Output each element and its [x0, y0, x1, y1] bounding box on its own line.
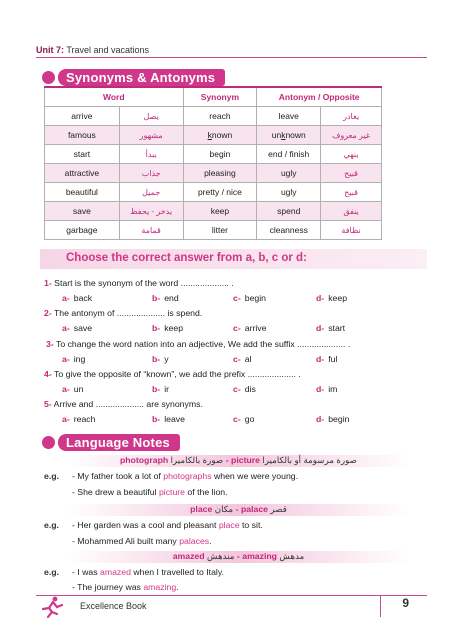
option-a[interactable] [62, 384, 83, 394]
option-text: go [244, 414, 255, 424]
antonym-prefix: un [271, 130, 282, 140]
option-letter: c- [233, 323, 241, 333]
unit-title: Travel and vacations [64, 45, 150, 55]
word-ar-cell: مشهور [119, 126, 183, 145]
word-cell: beautiful [45, 183, 120, 202]
word-1-ar: مكان [214, 504, 234, 514]
question-number: 3- [46, 339, 54, 349]
unit-header [36, 45, 149, 55]
option-letter: a- [62, 354, 70, 364]
question-number: 2- [44, 308, 52, 318]
option-letter: b- [152, 323, 161, 333]
word-cell: save [45, 202, 120, 221]
option-letter: a- [62, 293, 70, 303]
option-c[interactable] [233, 354, 252, 364]
word-ar-cell: جميل [119, 183, 183, 202]
option-letter: c- [233, 293, 241, 303]
question-text: Arrive and .................... are synonyms. [51, 399, 203, 409]
option-text: reach [73, 414, 96, 424]
question-text: Start is the synonym of the word .................... . [51, 278, 234, 288]
heading-bullet [42, 436, 55, 449]
language-notes-heading [58, 434, 180, 451]
header-divider [36, 57, 427, 58]
word-1: amazed [172, 551, 205, 561]
word-2-ar: مدهش [279, 551, 305, 561]
option-b[interactable] [152, 414, 185, 424]
antonym-ar-cell: يغادر [321, 107, 382, 126]
antonym-cell: spend [257, 202, 321, 221]
synonym-cell: litter [183, 221, 257, 240]
option-text: begin [244, 293, 266, 303]
example-highlight: photographs [163, 471, 212, 481]
table-row [45, 221, 382, 240]
word-2: picture [231, 455, 260, 465]
table-row [45, 183, 382, 202]
table-row [45, 107, 382, 126]
example-sentence [72, 487, 228, 497]
option-text: arrive [244, 323, 267, 333]
word-pair-line [68, 455, 409, 466]
option-text: keep [164, 323, 184, 333]
example-text: of the lion. [185, 487, 228, 497]
example-text: when I travelled to Italy. [130, 567, 224, 577]
option-text: back [73, 293, 93, 303]
question-number: 1- [44, 278, 52, 288]
example-sentence [72, 582, 179, 592]
table-row [45, 126, 382, 145]
col-antonym: Antonym / Opposite [257, 87, 382, 107]
option-text: ing [73, 354, 86, 364]
option-a[interactable] [62, 293, 92, 303]
runner-icon [40, 596, 66, 618]
example-text: . [176, 582, 179, 592]
option-letter: b- [152, 384, 161, 394]
word-separator: - [233, 504, 241, 514]
example-text: . [209, 536, 212, 546]
option-text: un [73, 384, 84, 394]
example-sentence [72, 520, 263, 530]
option-letter: d- [316, 323, 325, 333]
word-ar-cell: يصل [119, 107, 183, 126]
word-ar-cell: يدخر - يحفظ [119, 202, 183, 221]
book-title: Excellence Book [80, 601, 147, 611]
table-row [45, 202, 382, 221]
word-band [68, 504, 409, 516]
synonym-cell: keep [183, 202, 257, 221]
antonym-ar-cell: قبيح [321, 183, 382, 202]
quiz-instruction: Choose the correct answer from a, b, c or d: [66, 252, 307, 264]
language-notes-heading-text: Language Notes [66, 435, 170, 450]
antonym-cell: end / finish [257, 145, 321, 164]
word-2: amazing [242, 551, 277, 561]
option-letter: d- [316, 354, 325, 364]
option-letter: d- [316, 384, 325, 394]
word-1: photograph [119, 455, 169, 465]
unit-label: Unit 7: [36, 45, 64, 55]
question-number: 5- [44, 399, 52, 409]
option-d[interactable] [316, 293, 347, 303]
question-1 [44, 278, 234, 288]
example-text: when we were young. [211, 471, 299, 481]
word-cell: famous [45, 126, 120, 145]
option-text: ful [328, 354, 338, 364]
option-letter: c- [233, 354, 241, 364]
option-text: y [164, 354, 169, 364]
option-text: begin [328, 414, 350, 424]
option-text: ir [164, 384, 170, 394]
option-letter: d- [316, 414, 325, 424]
option-text: al [244, 354, 252, 364]
option-text: leave [164, 414, 185, 424]
eg-label: e.g. [44, 471, 59, 481]
word-cell: start [45, 145, 120, 164]
example-highlight: picture [158, 487, 186, 497]
antonym-cell: leave [257, 107, 321, 126]
example-text: - Her garden was a cool and pleasant [72, 520, 219, 530]
example-text: - Mohammed Ali built many [72, 536, 180, 546]
question-2 [44, 308, 202, 318]
synonym-cell: pleasing [183, 164, 257, 183]
example-highlight: amazing [143, 582, 177, 592]
example-text: - I was [72, 567, 100, 577]
word-separator: - [234, 551, 243, 561]
word-pair-line [68, 551, 409, 562]
option-text: dis [244, 384, 256, 394]
option-letter: b- [152, 293, 161, 303]
option-c[interactable] [233, 384, 256, 394]
synonyms-heading [58, 69, 225, 86]
antonym-ar-cell: نظافة [321, 221, 382, 240]
word-band [68, 455, 409, 467]
example-sentence [72, 567, 224, 577]
option-a[interactable] [62, 354, 85, 364]
word-ar-cell: قمامة [119, 221, 183, 240]
example-sentence [72, 471, 298, 481]
option-text: end [164, 293, 179, 303]
option-c[interactable] [233, 414, 254, 424]
example-sentence [72, 536, 212, 546]
word-2-ar: صورة مرسومة أو بالكاميرا [262, 455, 358, 465]
synonym-cell: reach [183, 107, 257, 126]
option-b[interactable] [152, 293, 179, 303]
question-text: To give the opposite of “known”, we add the prefix .................... . [51, 369, 301, 379]
word-2-ar: قصر [270, 504, 287, 514]
option-b[interactable] [152, 354, 169, 364]
example-highlight: amazed [100, 567, 131, 577]
table-row [45, 145, 382, 164]
antonym-underlined: k [281, 130, 286, 140]
antonym-ar-cell: ينهي [321, 145, 382, 164]
antonym-cell: ugly [257, 164, 321, 183]
synonym-cell [183, 126, 257, 145]
option-d[interactable] [316, 354, 337, 364]
antonym-cell: cleanness [257, 221, 321, 240]
option-text: save [73, 323, 93, 333]
option-letter: a- [62, 414, 70, 424]
example-highlight: palaces [179, 536, 210, 546]
table-header-row [45, 87, 382, 107]
option-letter: d- [316, 293, 325, 303]
col-synonym: Synonym [183, 87, 257, 107]
example-highlight: place [218, 520, 240, 530]
antonym-ar-cell: قبيح [321, 164, 382, 183]
question-4 [44, 369, 301, 379]
option-letter: b- [152, 354, 161, 364]
option-a[interactable] [62, 414, 95, 424]
synonyms-table [44, 86, 382, 240]
word-1: place [190, 504, 213, 514]
synonym-underlined: k [207, 130, 212, 140]
example-text: - She drew a beautiful [72, 487, 159, 497]
col-word: Word [45, 87, 184, 107]
word-cell: garbage [45, 221, 120, 240]
word-ar-cell: يبدأ [119, 145, 183, 164]
synonyms-heading-text: Synonyms & Antonyms [66, 70, 216, 85]
word-ar-cell: جذاب [119, 164, 183, 183]
page-number: 9 [402, 596, 409, 610]
option-text: im [328, 384, 338, 394]
word-1-ar: مندهش [207, 551, 235, 561]
word-cell: arrive [45, 107, 120, 126]
option-letter: c- [233, 414, 241, 424]
question-number: 4- [44, 369, 52, 379]
word-separator: - [223, 455, 232, 465]
eg-label: e.g. [44, 520, 59, 530]
antonym-suffix: nown [285, 130, 306, 140]
example-text: - The journey was [72, 582, 144, 592]
synonym-suffix: nown [211, 130, 233, 140]
question-text: To change the word nation into an adjective, We add the suffix .................... . [53, 339, 351, 349]
option-a[interactable] [62, 323, 92, 333]
option-b[interactable] [152, 323, 183, 333]
synonym-cell: begin [183, 145, 257, 164]
option-c[interactable] [233, 293, 266, 303]
heading-bullet [42, 71, 55, 84]
synonym-cell: pretty / nice [183, 183, 257, 202]
antonym-ar-cell: غير معروف [321, 126, 382, 145]
word-1-ar: صورة بالكاميرا [170, 455, 224, 465]
word-cell: attractive [45, 164, 120, 183]
example-text: to sit. [239, 520, 263, 530]
question-3 [46, 339, 350, 349]
option-b[interactable] [152, 384, 169, 394]
option-d[interactable] [316, 323, 345, 333]
option-d[interactable] [316, 414, 349, 424]
table-row [45, 164, 382, 183]
option-c[interactable] [233, 323, 266, 333]
question-text: The antonym of .................... is spend. [51, 308, 203, 318]
option-letter: b- [152, 414, 161, 424]
word-pair-line [68, 504, 409, 515]
option-letter: a- [62, 384, 70, 394]
example-text: - My father took a lot of [72, 471, 164, 481]
option-letter: c- [233, 384, 241, 394]
antonym-ar-cell: ينفق [321, 202, 382, 221]
option-text: start [328, 323, 346, 333]
word-2: palace [240, 504, 268, 514]
option-letter: a- [62, 323, 70, 333]
option-text: keep [328, 293, 348, 303]
antonym-cell: ugly [257, 183, 321, 202]
footer-divider [36, 595, 427, 596]
eg-label: e.g. [44, 567, 59, 577]
option-d[interactable] [316, 384, 337, 394]
word-band [68, 551, 409, 563]
question-5 [44, 399, 203, 409]
antonym-cell [257, 126, 321, 145]
